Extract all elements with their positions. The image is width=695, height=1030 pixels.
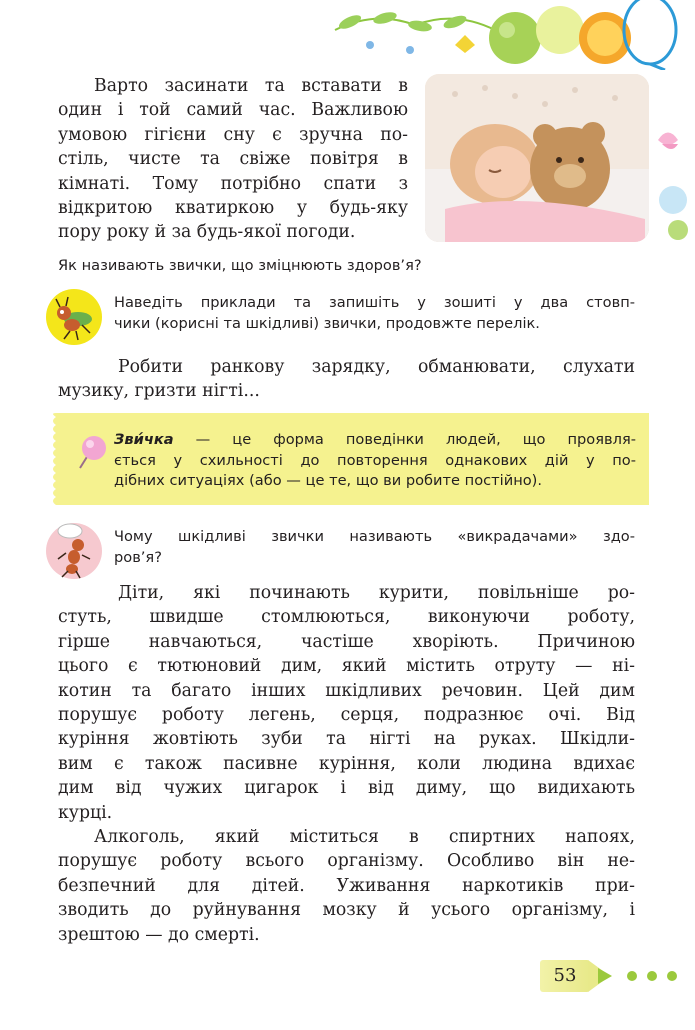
definition-line-2: ється у схильності до повторення однакових дій у по- <box>114 451 636 469</box>
definition-line-3: дібних ситуаціях (або — це те, що ви робите постійно). <box>114 472 542 489</box>
page-number: 53 <box>540 960 590 992</box>
text-line: Чому шкідливі звички називають «викрадачами» здо- <box>114 528 635 545</box>
paragraph-alcohol <box>58 825 635 947</box>
text-line: стіль, чисте та свіже повітря в <box>58 149 408 170</box>
text-line: відкритою кватиркою у будь-яку <box>58 198 408 219</box>
text-line: Алкоголь, який міститься в спиртних напоях, <box>94 827 635 847</box>
definition-text <box>114 430 636 492</box>
text-line: пору року й за будь-якої погоди. <box>58 222 356 243</box>
text-line: куріння жовтіють зуби та нігті на руках. Шкідли- <box>58 729 635 750</box>
paragraph-smoking <box>58 581 635 825</box>
definition-line-1: — це форма поведінки людей, що проявля- <box>173 431 636 448</box>
text-line: ров’я? <box>114 548 162 566</box>
sleeping-girl-photo <box>425 74 649 242</box>
text-line: дим від чужих цигарок і від диму, що видихають <box>58 778 635 799</box>
text-line: Варто засинати та вставати в <box>94 76 408 96</box>
text-line: зрештою — до смерті. <box>58 924 260 945</box>
text-line: один і той самий час. Важливою <box>58 100 408 121</box>
pushpin-icon <box>74 430 110 472</box>
text-line: порушує роботу легень, серця, подразнює очі. Від <box>58 705 635 726</box>
task-examples <box>114 293 635 334</box>
text-line: Наведіть приклади та запишіть у зошиті у два стовп- <box>114 294 635 311</box>
paragraph-sleep <box>58 74 408 245</box>
page-number-pointer <box>588 960 695 992</box>
text-line: чики (корисні та шкідливі) звички, продовжте перелік. <box>114 314 540 332</box>
text-line: гірше навчаються, частіше хворіють. Причиною <box>58 631 635 652</box>
side-decoration <box>648 120 695 250</box>
paragraph-habits-list <box>58 355 635 404</box>
text-line: кімнаті. Тому потрібно спати з <box>58 173 408 194</box>
text-line: Робити ранкову зарядку, обманювати, слухати <box>118 357 635 377</box>
text-line: котин та багато інших шкідливих речовин. Цей дим <box>58 680 635 701</box>
ant-thinking-icon <box>46 523 102 579</box>
text-line: курці. <box>58 802 113 823</box>
text-line: музику, гризти нігті... <box>58 381 260 402</box>
text-line: порушує роботу всього організму. Особливо він не- <box>58 851 635 872</box>
question-harmful-habits <box>114 527 635 568</box>
text-line: стуть, швидше стомлюються, виконуючи роботу, <box>58 607 635 628</box>
question-healthy-habits: Як називають звички, що зміцнюють здоров’я? <box>58 257 422 274</box>
header-decoration <box>315 0 695 70</box>
definition-term: Зви́чка <box>114 431 174 448</box>
text-line: безпечний для дітей. Уживання наркотиків при- <box>58 875 635 896</box>
text-line: умовою гігієни сну є зручна по- <box>58 124 408 145</box>
text-line: Діти, які починають курити, повільніше ро- <box>118 583 635 603</box>
text-line: зводить до руйнування мозку й усього організму, і <box>58 900 635 921</box>
ant-icon <box>46 289 102 345</box>
text-line: вим є також пасивне куріння, коли людина вдихає <box>58 753 635 774</box>
text-line: цього є тютюновий дим, який містить отруту — ні- <box>58 656 635 677</box>
